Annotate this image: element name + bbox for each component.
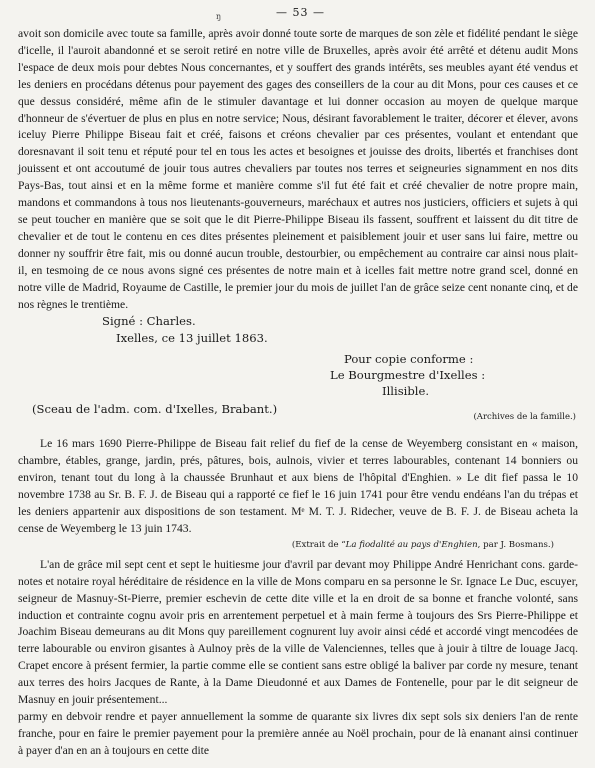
seal-note: (Sceau de l'adm. com. d'Ixelles, Brabant.) [32, 402, 278, 417]
copy-notice [330, 351, 578, 399]
seal-row [18, 400, 578, 424]
page-number: — 53 — [276, 6, 325, 19]
archives-note: (Archives de la famille.) [473, 412, 576, 423]
paragraph-letters-patent: avoit son domicile avec toute sa famille, après avoir donné toute sorte de marques de son zèle et fidélité pendant le siège d'icelle, il l'auroit abandonné et se seroit retiré en notre ville de Bruxelles, après avoir été arrêté et détenu audit Mons l'espace de deux mois pour debtes Nous concernantes, et y souffert des grands intérêts, ses meubles ayant été vendus et les deniers en procédans détenus pour payement des gages des conseillers de la cour au dit Mons, pour ces causes et ce que dessus considéré, même afin de le stimuler davantage et lui donner occasion au moyen de quelque marque d'honneur de s'évertuer de plus en plus en notre service; Nous, désirant favorablement le traiter, décorer et élever, avons iceluy Pierre Philippe Biseau fait et créé, faisons et créons chevalier par ces présentes, voulant et entendant que doresnavant il soit tenu et réputé pour tel en tous les actes et besoignes et jouisse des droits, libertés et franchises dont jouissent et ont accoutumé de jouir tous autres chevaliers par toutes nos terres et seigneuries signamment en nos dits Pays-Bas, tout ainsi et en la même forme et manière comme s'il fut été fait et créé chevalier de notre propre main, mandons et commandons à tous nos lieutenants-gouverneurs, maréchaux et autres nos justiciers, officiers et sujets à qui se peut toucher en manière que se soit que le dit Pierre-Philippe Biseau ils fassent, souffrent et laissent du dit titre de chevalier et de tout le contenu en ces dites présentes pleinement et paisiblement jouir et user sans lui faire, mettre ou donner ny souffrir être fait, mis ou donné aucun trouble, destourbier, ou empêchement au contraire car ainsi nous plait-il, en tesmoing de ce nous avons signé ces présentes de notre main et à icelles fait mettre notre grand scel, donné en notre ville de Madrid, Royaume de Castille, le premier jour du mois de juillet l'an de grâce seize cent nonante cinq, et de nos règnes le trentième. [18, 27, 578, 311]
paragraph-rent: parmy en debvoir rendre et payer annuellement la somme de quarante six livres dix sept sols six deniers l'an de rente franche, pour en faire le premier payement pour la première année au Noël prochain, pour de là enanant ainsi continuer à payer d'an en an à toujours en cette dite [18, 710, 578, 757]
copy-notice-line2: Le Bourgmestre d'Ixelles : [330, 368, 486, 383]
extract-prefix: (Extrait de “ [291, 539, 346, 550]
extract-suffix: , par J. Bosmans.) [477, 539, 554, 550]
paragraph-deed: L'an de grâce mil sept cent et sept le huitiesme jour d'avril par devant moy Philippe André Henrichant cons. garde-notes et notaire royal héréditaire de résidence en la ville de Mons comparu en sa personne le Sr. Ignace Le Duc, escuyer, seigneur de Masnuy-St-Pierre, premier eschevin de cette dite ville et la en droit de sa bonne et franche volonté, sans induction et contrainte cognu avoir pris en arrentement perpetuel et à main ferme à toujours des Srs Pierre-Philippe et Joachim Biseau demeurans au dit Mons quy pareillement cognurent luy avoir ainsi cédé et accordé vingt mencodées de terre labourable ou environ gisantes à Aulnoy près de la ville de Valenciennes, telles que à jouir à tiltre de louage Jacq. Crapet encore à présent fermier, la partie comme elle se contient sans estre obligé la baliver par corde ny mesure, tenant aux terres des hoirs Jacques de Rante, à la Dame Dieudonné et aux Dames de Fontenelle, pour par le dit seigneur de Masnuy en jouir présentement... [18, 557, 578, 707]
page-header [18, 4, 578, 26]
paragraph-weyemberg: Le 16 mars 1690 Pierre-Philippe de Biseau fait relief du fief de la cense de Weyemberg consistant en « maison, chambre, étables, grange, jardin, prés, pâtures, bois, aulnois, vivier et terres labourables, contenant 14 bonniers ou environ, tenant tout du long à la chaussée Brunhaut et aux biens de l'hôpital d'Enghien. » Le dit fief passa le 10 novembre 1738 au Sr. B. F. J. de Biseau qui a rapporté ce fief le 16 juin 1741 pour être vendu endéans l'an du trépas et les deniers appartenir aux dispositions de son testament. Mᵉ M. T. J. Ridecher, veuve de B. F. J. de Biseau acheta la cense de Weyemberg le 13 juin 1743. [18, 437, 578, 535]
top-mark: ŋ [216, 12, 222, 21]
extract-title: La fiodalité au pays d'Enghien [345, 539, 478, 550]
copy-notice-line1: Pour copie conforme : [344, 352, 474, 367]
document-page [18, 4, 578, 764]
place-date-line: Ixelles, ce 13 juillet 1863. [116, 331, 268, 346]
copy-notice-line3: Illisible. [382, 384, 430, 399]
signature-line: Signé : Charles. [102, 314, 196, 329]
extract-note [18, 539, 554, 551]
